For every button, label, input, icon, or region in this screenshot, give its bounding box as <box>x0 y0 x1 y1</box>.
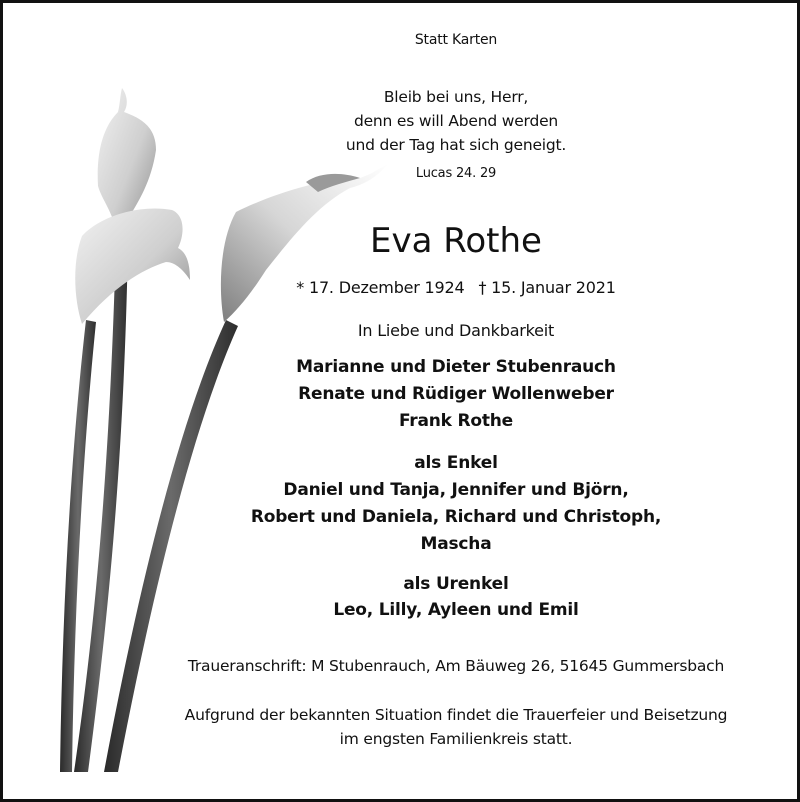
grandchildren-line-2: Robert und Daniela, Richard und Christoph, <box>250 507 662 527</box>
child-line-3: Frank Rothe <box>398 411 514 431</box>
great-grandchildren-heading: als Urenkel <box>403 574 509 594</box>
birth-date: * 17. Dezember 1924 <box>296 278 465 297</box>
grandchildren-heading: als Enkel <box>414 453 498 473</box>
header-statt-karten: Statt Karten <box>414 32 498 48</box>
deceased-name: Eva Rothe <box>370 221 542 261</box>
note-line-1: Aufgrund der bekannten Situation findet die Trauerfeier und Beisetzung <box>184 706 728 724</box>
dedication: In Liebe und Dankbarkeit <box>357 321 555 340</box>
verse-reference: Lucas 24. 29 <box>415 166 497 181</box>
child-line-2: Renate und Rüdiger Wollenweber <box>298 384 614 404</box>
grandchildren-line-3: Mascha <box>420 534 492 554</box>
mourning-address: Traueranschrift: M Stubenrauch, Am Bäuweg 26, 51645 Gummersbach <box>187 657 725 675</box>
life-dates <box>150 278 762 297</box>
verse-line-1: Bleib bei uns, Herr, <box>383 88 529 106</box>
grandchildren-line-1: Daniel und Tanja, Jennifer und Björn, <box>283 480 629 500</box>
great-grandchildren-line-1: Leo, Lilly, Ayleen und Emil <box>333 600 579 620</box>
death-date: † 15. Januar 2021 <box>478 278 616 297</box>
verse-line-2: denn es will Abend werden <box>353 112 559 130</box>
verse-line-3: und der Tag hat sich geneigt. <box>345 136 567 154</box>
note-line-2: im engsten Familienkreis statt. <box>339 730 573 748</box>
child-line-1: Marianne und Dieter Stubenrauch <box>296 357 616 377</box>
